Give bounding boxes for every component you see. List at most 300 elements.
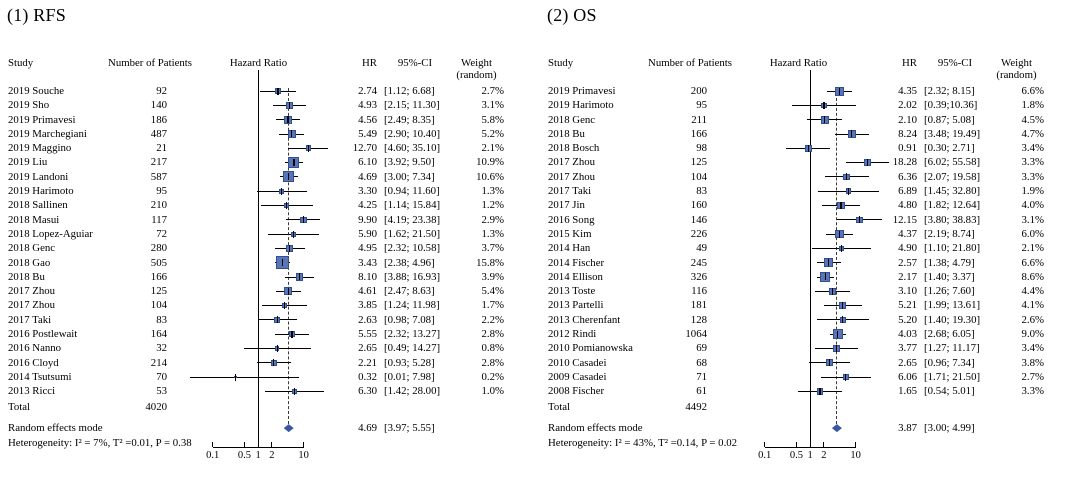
hr-value: 4.25	[358, 199, 377, 212]
weight-value: 3.1%	[1021, 213, 1044, 226]
hr-value: 9.90	[358, 213, 377, 226]
weight-value: 2.8%	[481, 356, 504, 369]
weight-value: 1.3%	[481, 185, 504, 198]
study-label: 2013 Cherenfant	[548, 313, 621, 326]
pooled-effect-label: Random effects mode	[548, 422, 643, 434]
study-row	[0, 298, 540, 312]
study-label: 2013 Ricci	[8, 385, 56, 398]
weight-value: 2.7%	[1021, 370, 1044, 383]
ci-value: [4.60; 35.10]	[384, 142, 441, 155]
forest-cell	[742, 155, 892, 169]
ci-value: [4.19; 23.38]	[384, 213, 441, 226]
pooled-effect-diamond	[832, 424, 842, 432]
study-label: 2017 Jin	[548, 199, 585, 212]
point-estimate-tick	[308, 145, 309, 152]
hr-value: 6.36	[898, 170, 917, 183]
study-row	[540, 170, 1080, 184]
study-row	[0, 127, 540, 141]
forest-cell	[190, 127, 340, 141]
forest-cell	[190, 170, 340, 184]
ci-value: [0.39;10.36]	[924, 99, 978, 112]
ci-value: [0.94; 11.60]	[384, 185, 440, 198]
point-estimate-tick	[299, 273, 300, 280]
hr-value: 4.35	[898, 85, 917, 97]
patients-count: 226	[690, 227, 707, 240]
hr-value: 4.69	[358, 170, 377, 183]
study-label: 2017 Zhou	[548, 170, 596, 183]
hr-value: 5.55	[358, 328, 377, 341]
weight-value: 2.1%	[481, 142, 504, 155]
pooled-forest-cell	[190, 421, 340, 435]
forest-cell	[742, 313, 892, 327]
hr-value: 4.90	[898, 242, 917, 255]
ci-value: [2.19; 8.74]	[924, 227, 975, 240]
study-row	[540, 227, 1080, 241]
study-row	[0, 198, 540, 212]
hr-value: 8.24	[898, 127, 917, 140]
study-row	[0, 370, 540, 384]
forest-cell	[742, 213, 892, 227]
axis-tick	[244, 442, 245, 447]
patients-count: 166	[690, 127, 707, 140]
hr-value: 2.02	[898, 99, 917, 112]
study-row	[0, 227, 540, 241]
patients-count: 326	[690, 270, 707, 283]
study-label: 2019 Landoni	[8, 170, 69, 183]
forest-cell	[190, 184, 340, 198]
axis-tick	[764, 442, 765, 447]
forest-cell	[742, 298, 892, 312]
study-row	[0, 313, 540, 327]
study-row	[0, 141, 540, 155]
pooled-hr-value: 4.69	[358, 422, 377, 434]
forest-cell	[742, 113, 892, 127]
axis-tick	[271, 442, 272, 447]
axis-tick-label: 10	[850, 450, 861, 461]
point-estimate-tick	[293, 231, 294, 238]
study-row	[0, 341, 540, 355]
hr-value: 2.21	[358, 356, 377, 369]
study-row	[0, 284, 540, 298]
study-label: 2019 Harimoto	[548, 99, 614, 112]
forest-cell	[742, 341, 892, 355]
patients-count: 95	[696, 99, 707, 112]
ci-value: [2.90; 10.40]	[384, 127, 441, 140]
axis-tick-label: 10	[298, 450, 309, 461]
pooled-effect-row	[540, 421, 1080, 435]
patients-count: 21	[156, 142, 167, 155]
point-estimate-tick	[829, 359, 830, 366]
ci-value: [3.92; 9.50]	[384, 156, 435, 169]
study-row	[0, 113, 540, 127]
patients-count: 211	[691, 113, 707, 126]
patients-count: 200	[690, 85, 707, 97]
hr-value: 1.65	[898, 385, 917, 398]
forest-cell	[190, 84, 340, 98]
panel-title: (2) OS	[547, 5, 597, 25]
point-estimate-tick	[837, 331, 838, 338]
study-label: 2010 Pomianowska	[548, 342, 633, 355]
forest-cell	[742, 384, 892, 398]
column-header-study: Study	[548, 57, 574, 69]
heterogeneity-text: Heterogeneity: I² = 43%, T² =0.14, P = 0.02	[548, 437, 738, 449]
ci-value: [2.47; 8.63]	[384, 285, 435, 298]
weight-value: 0.2%	[481, 370, 504, 383]
hr-value: 2.63	[358, 313, 377, 326]
study-rows	[540, 84, 1080, 399]
column-header-hr: HR	[902, 57, 917, 69]
ci-value: [1.71; 21.50]	[924, 370, 981, 383]
forest-cell	[190, 227, 340, 241]
study-label: 2017 Taki	[548, 185, 592, 198]
forest-cell	[742, 356, 892, 370]
point-estimate-tick	[291, 130, 292, 137]
ci-value: [3.00; 7.34]	[384, 170, 435, 183]
point-estimate-tick	[842, 302, 843, 309]
weight-value: 2.7%	[481, 85, 504, 97]
study-row	[540, 198, 1080, 212]
patients-count: 71	[696, 370, 707, 383]
total-label: Total	[548, 401, 571, 413]
axis-tick	[258, 442, 259, 447]
ci-value: [3.88; 16.93]	[384, 270, 441, 283]
forest-cell	[742, 256, 892, 270]
ci-value: [0.01; 7.98]	[384, 370, 435, 383]
study-row	[540, 313, 1080, 327]
point-estimate-tick	[842, 316, 843, 323]
patients-count: 128	[690, 313, 707, 326]
forest-cell	[190, 213, 340, 227]
study-row	[540, 370, 1080, 384]
ci-value: [1.26; 7.60]	[924, 285, 975, 298]
point-estimate-tick	[851, 130, 852, 137]
study-label: 2016 Song	[548, 213, 595, 226]
patients-count: 68	[696, 356, 707, 369]
hr-value: 2.74	[358, 85, 377, 97]
study-row	[540, 327, 1080, 341]
forest-cell	[190, 270, 340, 284]
ci-value: [2.68; 6.05]	[924, 328, 975, 341]
patients-count: 217	[150, 156, 167, 169]
weight-value: 1.9%	[1021, 185, 1044, 198]
weight-value: 2.8%	[481, 328, 504, 341]
hr-value: 3.30	[358, 185, 377, 198]
study-label: 2017 Zhou	[8, 285, 56, 298]
axis-tick	[855, 442, 856, 447]
point-estimate-tick	[845, 374, 846, 381]
column-header-hazard-ratio: Hazard Ratio	[229, 57, 288, 69]
study-row	[540, 213, 1080, 227]
weight-value: 1.2%	[481, 199, 504, 212]
patients-count: 245	[690, 256, 707, 269]
ci-value: [1.12; 6.68]	[384, 85, 435, 97]
patients-count: 166	[150, 270, 167, 283]
study-label: 2014 Ellison	[548, 270, 603, 283]
forest-cell	[742, 98, 892, 112]
point-estimate-tick	[848, 188, 849, 195]
ci-value: [3.80; 38.83]	[924, 213, 981, 226]
patients-count: 587	[150, 170, 167, 183]
ci-value: [2.49; 8.35]	[384, 113, 435, 126]
ci-value: [1.27; 11.17]	[924, 342, 980, 355]
ci-value: [1.40; 19.30]	[924, 313, 981, 326]
point-estimate-tick	[289, 102, 290, 109]
weight-value: 5.8%	[481, 113, 504, 126]
study-label: 2016 Postlewait	[8, 328, 78, 341]
study-label: 2019 Souche	[8, 85, 65, 97]
study-row	[540, 341, 1080, 355]
ci-value: [1.82; 12.64]	[924, 199, 981, 212]
point-estimate-tick	[867, 159, 868, 166]
patients-count: 125	[690, 156, 707, 169]
weight-value: 2.1%	[1021, 242, 1044, 255]
study-rows	[0, 84, 540, 399]
hr-value: 5.20	[898, 313, 917, 326]
hr-value: 5.49	[358, 127, 377, 140]
hr-value: 12.70	[352, 142, 377, 155]
forest-cell	[190, 198, 340, 212]
forest-cell	[190, 384, 340, 398]
total-row	[540, 400, 1080, 414]
point-estimate-tick	[846, 173, 847, 180]
forest-cell	[190, 241, 340, 255]
hr-value: 3.77	[898, 342, 917, 355]
weight-value: 4.5%	[1021, 113, 1044, 126]
ci-value: [3.48; 19.49]	[924, 127, 981, 140]
weight-value: 3.3%	[1021, 385, 1044, 398]
ci-value: [1.10; 21.80]	[924, 242, 981, 255]
study-label: 2018 Genc	[548, 113, 596, 126]
study-label: 2018 Gao	[8, 256, 51, 269]
study-row	[540, 241, 1080, 255]
weight-value: 3.8%	[1021, 356, 1044, 369]
forest-cell	[742, 270, 892, 284]
axis-tick-label: 2	[269, 450, 275, 461]
study-label: 2018 Genc	[8, 242, 56, 255]
weight-value: 1.8%	[1021, 99, 1044, 112]
patients-count: 83	[156, 313, 167, 326]
study-row	[540, 270, 1080, 284]
patients-count: 32	[156, 342, 167, 355]
study-row	[540, 127, 1080, 141]
study-label: 2019 Maggino	[8, 142, 72, 155]
ci-value: [0.30; 2.71]	[924, 142, 975, 155]
patients-count: 160	[690, 199, 707, 212]
weight-value: 1.3%	[481, 227, 504, 240]
patients-count: 125	[150, 285, 167, 298]
study-label: 2018 Lopez-Aguiar	[8, 227, 93, 240]
point-estimate-tick	[819, 388, 820, 395]
axis-tick	[823, 442, 824, 447]
point-estimate-tick	[277, 345, 278, 352]
point-estimate-tick	[288, 288, 289, 295]
study-label: 2019 Marchegiani	[8, 127, 87, 140]
study-row	[0, 356, 540, 370]
axis-tick	[303, 442, 304, 447]
forest-cell	[742, 327, 892, 341]
hr-value: 6.89	[898, 185, 917, 198]
weight-value: 9.0%	[1021, 328, 1044, 341]
study-label: 2018 Bu	[548, 127, 585, 140]
column-header-patients: Number of Patients	[648, 57, 732, 69]
study-label: 2013 Partelli	[548, 299, 604, 312]
weight-value: 3.1%	[481, 99, 504, 112]
weight-value: 4.4%	[1021, 285, 1044, 298]
study-label: 2017 Zhou	[548, 156, 596, 169]
forest-cell	[742, 184, 892, 198]
study-row	[0, 170, 540, 184]
study-label: 2017 Zhou	[8, 299, 56, 312]
total-patients: 4492	[685, 401, 707, 413]
study-row	[0, 327, 540, 341]
patients-count: 146	[690, 213, 707, 226]
patients-count: 104	[690, 170, 707, 183]
weight-value: 3.4%	[1021, 142, 1044, 155]
patients-count: 92	[156, 85, 167, 97]
ci-value: [0.98; 7.08]	[384, 313, 435, 326]
hr-value: 6.10	[358, 156, 377, 169]
point-estimate-tick	[825, 273, 826, 280]
column-header-hazard-ratio: Hazard Ratio	[769, 57, 828, 69]
patients-count: 72	[156, 227, 167, 240]
forest-cell	[190, 327, 340, 341]
point-estimate-tick	[289, 245, 290, 252]
total-row	[0, 400, 540, 414]
study-row	[0, 384, 540, 398]
hr-value: 0.32	[358, 370, 377, 383]
ci-value: [0.96; 7.34]	[924, 356, 975, 369]
study-label: 2018 Sallinen	[8, 199, 68, 212]
point-estimate-tick	[288, 173, 289, 180]
column-header-weight-line2: (random)	[456, 69, 497, 81]
axis-tick-label: 1	[255, 450, 261, 461]
point-estimate-tick	[823, 102, 824, 109]
weight-value: 6.6%	[1021, 256, 1044, 269]
study-row	[540, 84, 1080, 98]
point-estimate-tick	[832, 288, 833, 295]
weight-value: 4.1%	[1021, 299, 1044, 312]
forest-cell	[742, 198, 892, 212]
study-label: 2015 Kim	[548, 227, 592, 240]
weight-value: 3.9%	[481, 270, 504, 283]
study-label: 2008 Fischer	[548, 385, 605, 398]
ci-value: [1.40; 3.37]	[924, 270, 975, 283]
hr-value: 4.93	[358, 99, 377, 112]
forest-panel-os	[540, 0, 1080, 489]
hr-value: 5.90	[358, 227, 377, 240]
total-label: Total	[8, 401, 31, 413]
patients-count: 487	[150, 127, 167, 140]
hr-value: 0.91	[898, 142, 917, 155]
patients-count: 95	[156, 185, 167, 198]
study-row	[540, 184, 1080, 198]
forest-cell	[742, 170, 892, 184]
point-estimate-tick	[303, 216, 304, 223]
point-estimate-tick	[294, 388, 295, 395]
patients-count: 53	[156, 385, 167, 398]
study-row	[0, 256, 540, 270]
weight-value: 3.3%	[1021, 170, 1044, 183]
study-row	[0, 270, 540, 284]
weight-value: 3.4%	[1021, 342, 1044, 355]
column-header-study: Study	[8, 57, 34, 69]
hr-value: 2.17	[898, 270, 917, 283]
log-axis-line	[765, 447, 856, 448]
weight-value: 8.6%	[1021, 270, 1044, 283]
pooled-effect-row	[0, 421, 540, 435]
forest-cell	[742, 141, 892, 155]
forest-cell	[190, 155, 340, 169]
point-estimate-tick	[839, 88, 840, 95]
weight-value: 3.7%	[481, 242, 504, 255]
patients-count: 49	[696, 242, 707, 255]
study-label: 2019 Liu	[8, 156, 48, 169]
weight-value: 15.8%	[476, 256, 504, 269]
forest-cell	[742, 127, 892, 141]
study-row	[540, 98, 1080, 112]
ci-value: [0.54; 5.01]	[924, 385, 975, 398]
forest-cell	[190, 313, 340, 327]
point-estimate-tick	[235, 374, 236, 381]
forest-cell	[190, 141, 340, 155]
pooled-effect-diamond	[284, 424, 294, 432]
study-row	[0, 84, 540, 98]
point-estimate-tick	[840, 202, 841, 209]
hr-value: 18.28	[892, 156, 917, 169]
point-estimate-tick	[824, 116, 825, 123]
patients-count: 164	[150, 328, 167, 341]
patients-count: 210	[150, 199, 167, 212]
hr-value: 2.10	[898, 113, 917, 126]
weight-value: 3.3%	[1021, 156, 1044, 169]
patients-count: 1064	[685, 328, 707, 341]
study-row	[540, 256, 1080, 270]
study-label: 2017 Taki	[8, 313, 52, 326]
patients-count: 98	[696, 142, 707, 155]
weight-value: 4.0%	[1021, 199, 1044, 212]
study-row	[540, 284, 1080, 298]
study-row	[540, 384, 1080, 398]
study-row	[0, 98, 540, 112]
hr-value: 2.57	[898, 256, 917, 269]
study-row	[540, 298, 1080, 312]
ci-whisker	[190, 377, 299, 378]
hr-value: 4.37	[898, 227, 917, 240]
hr-value: 4.95	[358, 242, 377, 255]
axis-tick	[212, 442, 213, 447]
forest-cell	[190, 113, 340, 127]
patients-count: 61	[696, 385, 707, 398]
study-label: 2019 Sho	[8, 99, 50, 112]
weight-value: 2.9%	[481, 213, 504, 226]
study-label: 2018 Bu	[8, 270, 45, 283]
pooled-hr-value: 3.87	[898, 422, 917, 434]
axis-tick-label: 0.1	[206, 450, 220, 461]
study-label: 2014 Tsutsumi	[8, 370, 72, 383]
patients-count: 280	[150, 242, 167, 255]
weight-value: 2.6%	[1021, 313, 1044, 326]
ci-value: [1.62; 21.50]	[384, 227, 441, 240]
patients-count: 505	[150, 256, 167, 269]
hr-value: 12.15	[892, 213, 917, 226]
study-label: 2018 Bosch	[548, 142, 600, 155]
column-header-ci: 95%-CI	[937, 57, 973, 69]
axis-tick-label: 0.5	[789, 450, 804, 461]
point-estimate-tick	[841, 245, 842, 252]
study-row	[540, 141, 1080, 155]
heterogeneity-text: Heterogeneity: I² = 7%, T² =0.01, P = 0.38	[8, 437, 192, 449]
ci-value: [1.38; 4.79]	[924, 256, 975, 269]
